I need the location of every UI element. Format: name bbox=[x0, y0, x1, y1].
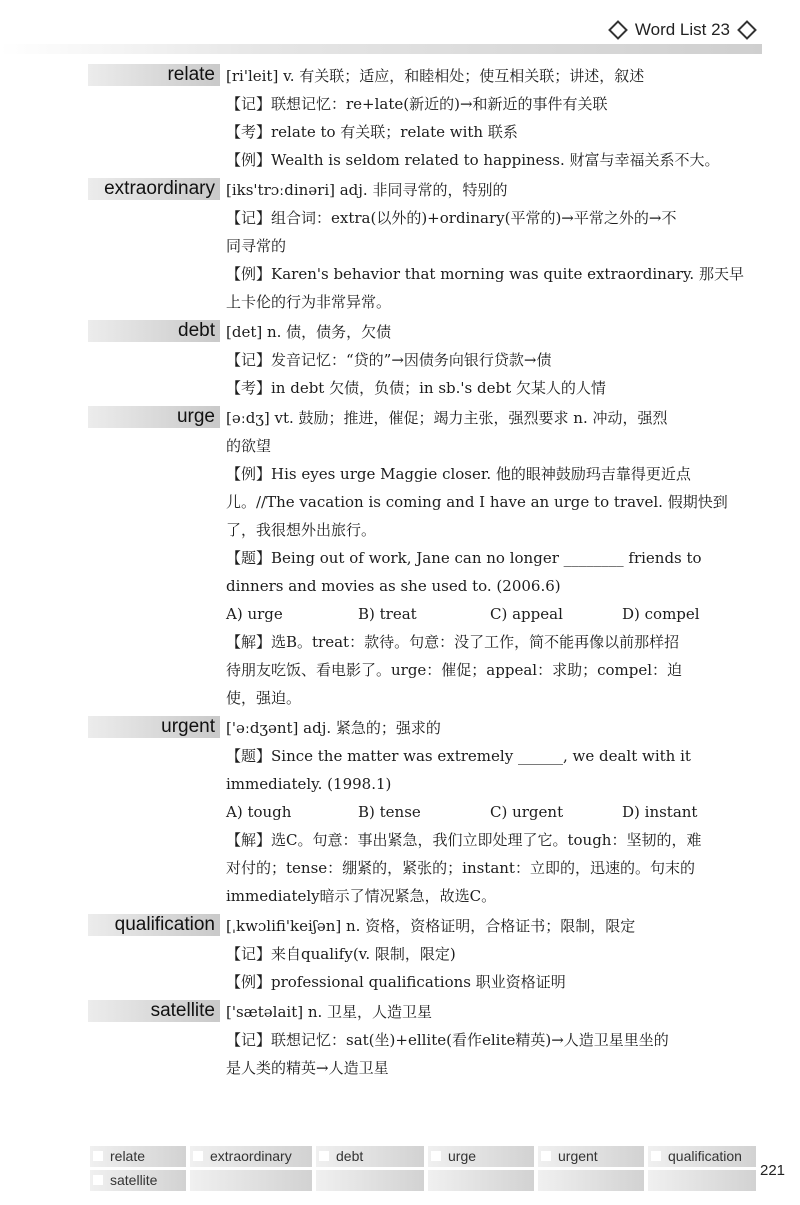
headword-band bbox=[88, 406, 220, 428]
checklist-empty-cell bbox=[648, 1170, 756, 1191]
headword-band bbox=[88, 178, 220, 200]
entry-line: 儿。//The vacation is coming and I have an urge to travel. 假期快到 bbox=[226, 493, 728, 511]
entry-line: 【例】Wealth is seldom related to happiness. 财富与幸福关系不大。 bbox=[226, 151, 720, 169]
entry-extraordinary bbox=[0, 176, 800, 316]
choice-b: B) tense bbox=[358, 803, 421, 821]
entry-line: [ri'leit] v. 有关联；适应，和睦相处；使互相关联；讲述，叙述 bbox=[226, 67, 645, 85]
choice-b: B) treat bbox=[358, 605, 417, 623]
entry-line: 【题】Being out of work, Jane can no longer ________ friends to bbox=[226, 549, 702, 567]
headword-band bbox=[88, 64, 220, 86]
entry-line: 待朋友吃饭、看电影了。urge：催促；appeal：求助；compel：迫 bbox=[226, 661, 683, 679]
page-header bbox=[0, 0, 800, 58]
entry-line: 的欲望 bbox=[226, 437, 272, 455]
answer-choices bbox=[226, 600, 756, 628]
entry-line: 【记】联想记忆：sat(坐)+ellite(看作elite精英)→人造卫星里坐的 bbox=[226, 1031, 669, 1049]
choice-d: D) instant bbox=[622, 803, 698, 821]
entry-satellite bbox=[0, 998, 800, 1082]
entry-line: 了，我很想外出旅行。 bbox=[226, 521, 377, 539]
entry-line: 【记】发音记忆：“贷的”→因债务向银行贷款→债 bbox=[226, 351, 552, 369]
entry-line: 【记】组合词：extra(以外的)+ordinary(平常的)→平常之外的→不 bbox=[226, 209, 677, 227]
headword: urgent bbox=[161, 716, 215, 737]
entry-line: 【考】in debt 欠债，负债；in sb.'s debt 欠某人的人情 bbox=[226, 379, 606, 397]
checklist-label: satellite bbox=[110, 1172, 158, 1188]
checkbox-icon bbox=[541, 1151, 551, 1161]
choice-c: C) appeal bbox=[490, 605, 563, 623]
headword-band bbox=[88, 1000, 220, 1022]
checklist-empty-cell bbox=[428, 1170, 534, 1191]
headword: qualification bbox=[114, 914, 215, 935]
entry-urgent bbox=[0, 714, 800, 910]
choice-a: A) tough bbox=[226, 803, 292, 821]
entry-line: 是人类的精英→人造卫星 bbox=[226, 1059, 389, 1077]
entry-qualification bbox=[0, 912, 800, 996]
headword: debt bbox=[178, 320, 215, 341]
checklist-item bbox=[428, 1146, 534, 1167]
checkbox-icon bbox=[193, 1151, 203, 1161]
entry-line: 同寻常的 bbox=[226, 237, 287, 255]
header-title bbox=[607, 20, 758, 40]
entry-line: 【解】选B。treat：款待。句意：没了工作，简不能再像以前那样招 bbox=[226, 633, 680, 651]
entry-line: [det] n. 债，债务，欠债 bbox=[226, 323, 392, 341]
page-number: 221 bbox=[760, 1162, 786, 1179]
headword: relate bbox=[167, 64, 215, 85]
entry-line: ['sætəlait] n. 卫星，人造卫星 bbox=[226, 1003, 433, 1021]
choice-c: C) urgent bbox=[490, 803, 564, 821]
checklist-label: relate bbox=[110, 1148, 146, 1164]
checklist-item bbox=[190, 1146, 312, 1167]
diamond-icon bbox=[608, 20, 628, 40]
choice-d: D) compel bbox=[622, 605, 700, 623]
entry-line: ['əːdʒənt] adj. 紧急的；强求的 bbox=[226, 719, 441, 737]
entry-relate bbox=[0, 62, 800, 174]
checklist-label: extraordinary bbox=[210, 1148, 292, 1164]
entry-line: 【考】relate to 有关联；relate with 联系 bbox=[226, 123, 518, 141]
entry-line: 【解】选C。句意：事出紧急，我们立即处理了它。tough：坚韧的，难 bbox=[226, 831, 702, 849]
checklist-empty-cell bbox=[538, 1170, 644, 1191]
entry-line: 【题】Since the matter was extremely ______, we dealt with it bbox=[226, 747, 691, 765]
headword-band bbox=[88, 716, 220, 738]
entry-urge bbox=[0, 404, 800, 712]
entry-line: 上卡伦的行为非常异常。 bbox=[226, 293, 392, 311]
answer-choices bbox=[226, 798, 756, 826]
entry-line: immediately暗示了情况紧急，故选C。 bbox=[226, 887, 497, 905]
entry-line: [iks'trɔːdinəri] adj. 非同寻常的，特别的 bbox=[226, 181, 508, 199]
entry-line: immediately. (1998.1) bbox=[226, 775, 392, 793]
checklist-item bbox=[648, 1146, 756, 1167]
checklist-item bbox=[316, 1146, 424, 1167]
checklist-item bbox=[90, 1146, 186, 1167]
checklist-empty-cell bbox=[316, 1170, 424, 1191]
checkbox-icon bbox=[651, 1151, 661, 1161]
checklist-item bbox=[538, 1146, 644, 1167]
entry-line: 【例】His eyes urge Maggie closer. 他的眼神鼓励玛吉靠得更近点 bbox=[226, 465, 691, 483]
entry-line: 【记】来自qualify(v. 限制，限定) bbox=[226, 945, 456, 963]
word-entries bbox=[0, 62, 800, 1082]
entry-line: 【例】professional qualifications 职业资格证明 bbox=[226, 973, 566, 991]
entry-line: 对付的；tense：绷紧的，紧张的；instant：立即的，迅速的。句末的 bbox=[226, 859, 695, 877]
word-list-title: Word List 23 bbox=[634, 20, 730, 39]
entry-line: [ˌkwɔlifi'keiʃən] n. 资格，资格证明，合格证书；限制，限定 bbox=[226, 917, 636, 935]
checklist-label: qualification bbox=[668, 1148, 742, 1164]
checkbox-icon bbox=[93, 1175, 103, 1185]
entry-line: 使，强迫。 bbox=[226, 689, 302, 707]
review-checklist bbox=[90, 1146, 756, 1192]
headword-band bbox=[88, 914, 220, 936]
checklist-label: debt bbox=[336, 1148, 364, 1164]
checklist-label: urgent bbox=[558, 1148, 598, 1164]
header-rule bbox=[0, 44, 762, 54]
checkbox-icon bbox=[319, 1151, 329, 1161]
choice-a: A) urge bbox=[226, 605, 283, 623]
diamond-icon bbox=[737, 20, 757, 40]
entry-line: dinners and movies as she used to. (2006.6) bbox=[226, 577, 561, 595]
checklist-item bbox=[90, 1170, 186, 1191]
checkbox-icon bbox=[93, 1151, 103, 1161]
checklist-empty-cell bbox=[190, 1170, 312, 1191]
headword: urge bbox=[176, 406, 215, 427]
checklist-label: urge bbox=[448, 1148, 477, 1164]
headword-band bbox=[88, 320, 220, 342]
entry-line: [əːdʒ] vt. 鼓励；推进，催促；竭力主张，强烈要求 n. 冲动，强烈 bbox=[226, 409, 668, 427]
headword: satellite bbox=[150, 1000, 215, 1021]
entry-line: 【例】Karen's behavior that morning was quite extraordinary. 那天早 bbox=[226, 265, 744, 283]
entry-debt bbox=[0, 318, 800, 402]
headword: extraordinary bbox=[104, 178, 215, 199]
checkbox-icon bbox=[431, 1151, 441, 1161]
entry-line: 【记】联想记忆：re+late(新近的)→和新近的事件有关联 bbox=[226, 95, 608, 113]
